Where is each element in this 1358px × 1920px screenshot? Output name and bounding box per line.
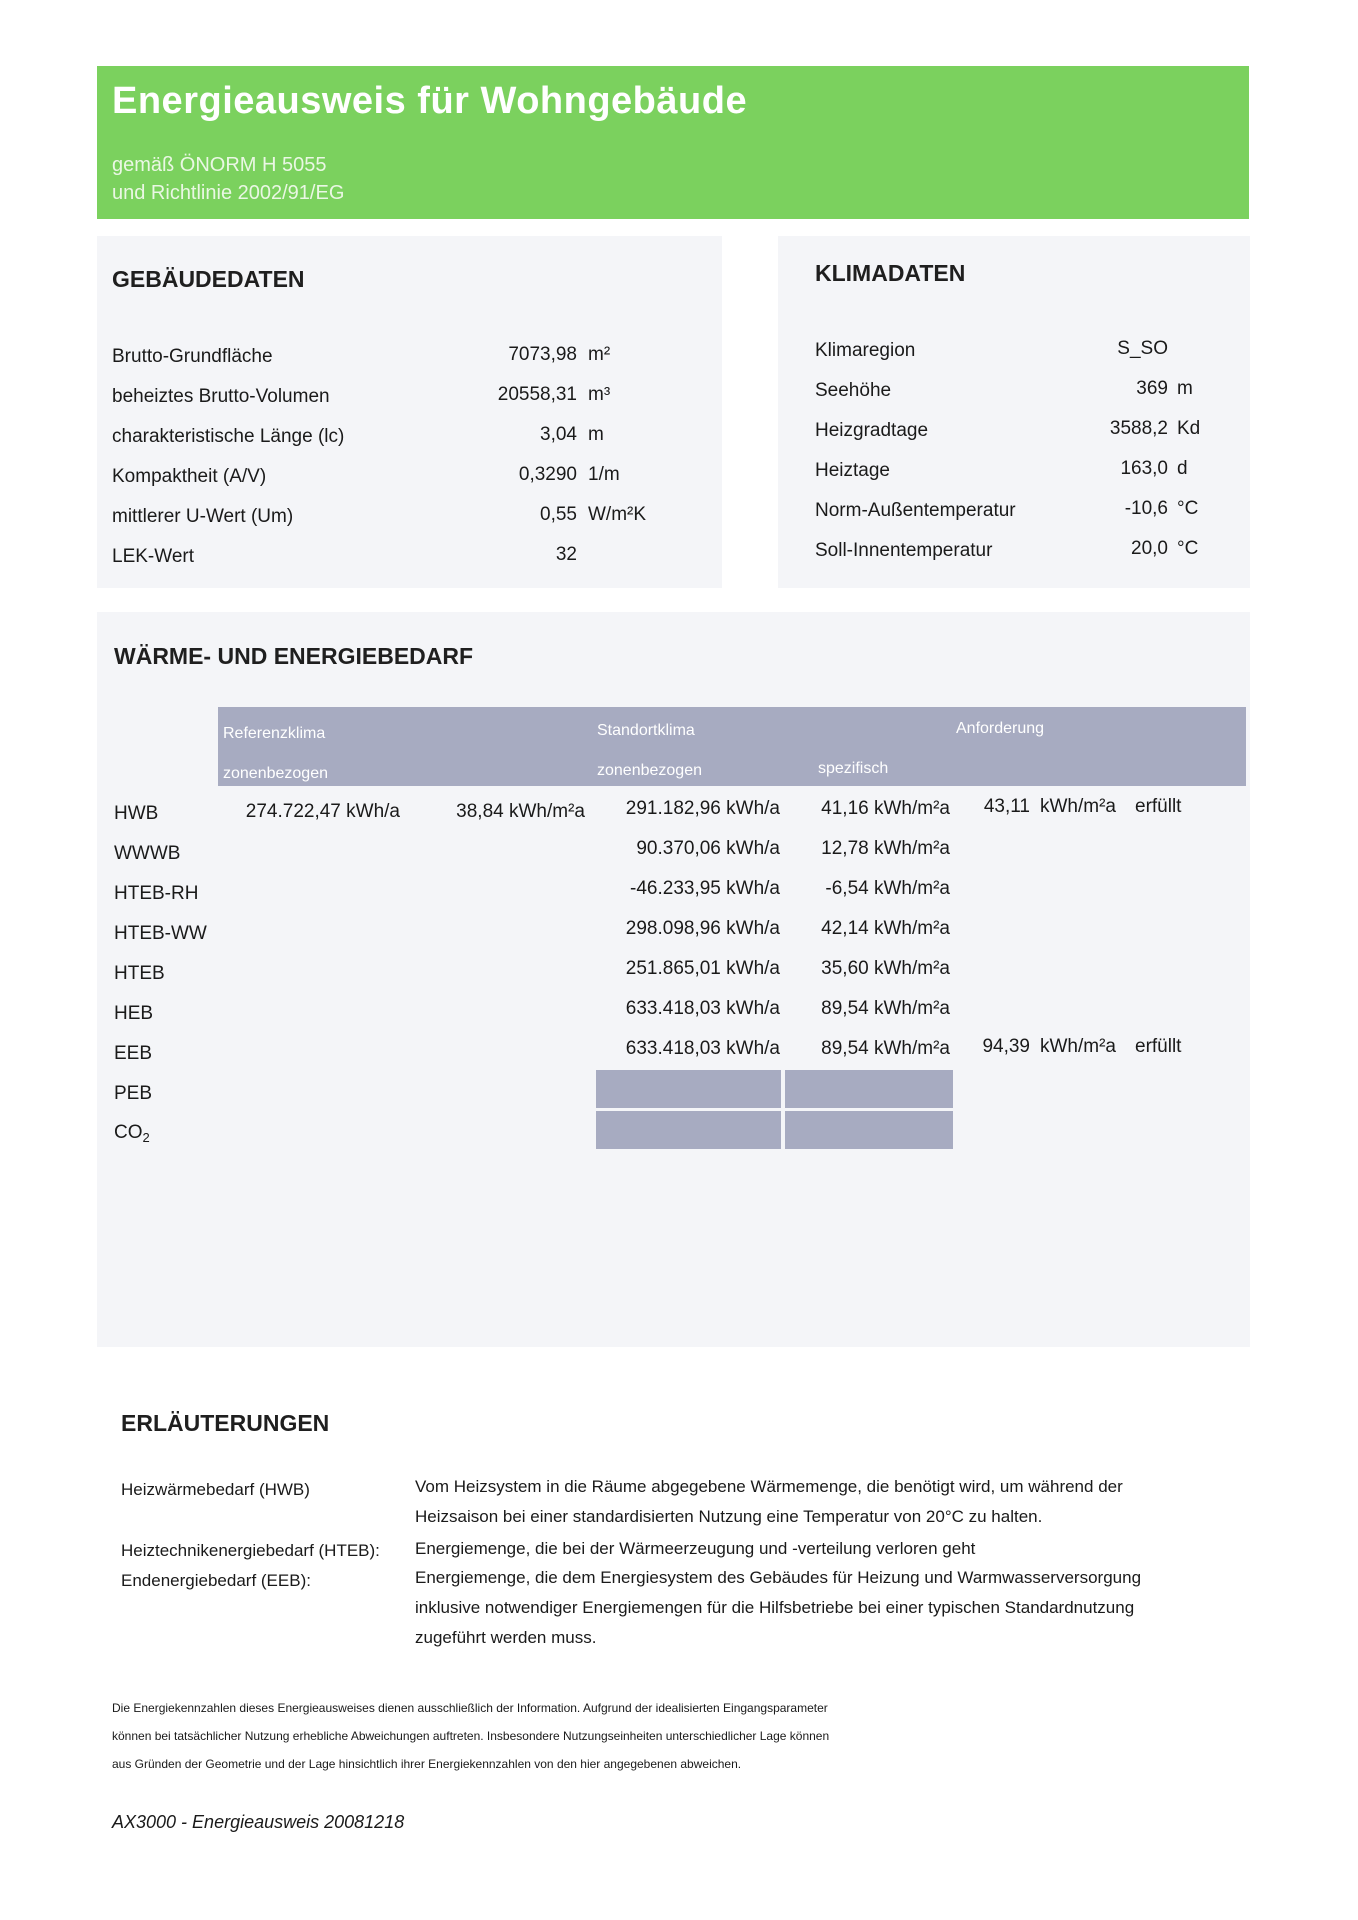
- row-unit: °C: [1177, 538, 1199, 559]
- row-value: 0,3290: [518, 464, 577, 485]
- row-label: Norm-Außentemperatur: [815, 500, 1016, 521]
- row-label: PEB: [114, 1083, 153, 1104]
- row-label: Kompaktheit (A/V): [112, 466, 267, 487]
- row-label: Soll-Innentemperatur: [815, 540, 993, 561]
- row-label: HWB: [114, 803, 159, 824]
- explanations-title: ERLÄUTERUNGEN: [121, 1410, 330, 1436]
- site-spec-value: 41,16 kWh/m²a: [821, 798, 950, 819]
- req-value: 43,11: [983, 796, 1030, 817]
- header-banner: [97, 66, 1249, 219]
- row-value: 20558,31: [497, 384, 577, 405]
- row-label: HTEB: [114, 963, 165, 984]
- ref-spec-value: 38,84 kWh/m²a: [456, 801, 585, 822]
- header-requirement: Anforderung: [956, 720, 1045, 737]
- co2-site-spec-placeholder: [785, 1111, 953, 1149]
- req-status: erfüllt: [1135, 796, 1182, 817]
- energy-table-header: [218, 707, 1246, 786]
- explanation-text-hteb: Energiemenge, die bei der Wärmeerzeugung und -verteilung verloren geht: [415, 1539, 976, 1558]
- row-value: 0,55: [540, 504, 577, 525]
- site-spec-value: 42,14 kWh/m²a: [821, 918, 950, 939]
- row-unit: 1/m: [588, 464, 620, 485]
- row-unit: W/m²K: [588, 504, 647, 525]
- row-value: 20,0: [1131, 538, 1168, 559]
- climate-data-title: KLIMADATEN: [815, 260, 966, 286]
- row-value: 3,04: [540, 424, 577, 445]
- row-value: 3588,2: [1109, 418, 1168, 439]
- site-zone-value: 251.865,01 kWh/a: [625, 958, 780, 979]
- site-spec-value: 89,54 kWh/m²a: [821, 1038, 950, 1059]
- row-unit: °C: [1177, 498, 1199, 519]
- header-site-climate: Standortklima: [597, 722, 695, 739]
- row-label: Brutto-Grundfläche: [112, 346, 273, 367]
- document-title: Energieausweis für Wohngebäude: [112, 80, 748, 122]
- row-value: -10,6: [1124, 498, 1168, 519]
- row-label: Heiztage: [815, 460, 890, 481]
- header-ref-zone-based: zonenbezogen: [223, 765, 328, 782]
- disclaimer-line-2: können bei tatsächlicher Nutzung erhebliche Abweichungen auftreten. Insbesondere Nutzungseinheiten unterschiedlicher Lage können: [112, 1729, 830, 1743]
- co2-label-main: CO: [114, 1122, 143, 1143]
- site-spec-value: 89,54 kWh/m²a: [821, 998, 950, 1019]
- row-value: 163,0: [1120, 458, 1168, 479]
- site-spec-value: 12,78 kWh/m²a: [821, 838, 950, 859]
- row-label: Seehöhe: [815, 380, 892, 401]
- req-status: erfüllt: [1135, 1036, 1182, 1057]
- row-label: [114, 1122, 150, 1145]
- disclaimer-line-1: Die Energiekennzahlen dieses Energieausweises dienen ausschließlich der Information. Aufgrund der idealisierten Eingangsparameter: [112, 1701, 828, 1715]
- site-spec-value: 35,60 kWh/m²a: [821, 958, 950, 979]
- co2-label-sub: 2: [142, 1130, 150, 1145]
- row-unit: m³: [588, 384, 611, 405]
- row-unit: Kd: [1177, 418, 1201, 439]
- site-zone-value: 90.370,06 kWh/a: [636, 838, 780, 859]
- peb-site-zone-placeholder: [596, 1070, 781, 1108]
- energy-demand-title: WÄRME- UND ENERGIEBEDARF: [114, 643, 474, 669]
- row-label: charakteristische Länge (lc): [112, 426, 345, 447]
- peb-site-spec-placeholder: [785, 1070, 953, 1108]
- row-label: HTEB-RH: [114, 883, 199, 904]
- row-label: HEB: [114, 1003, 154, 1024]
- site-zone-value: 633.418,03 kWh/a: [625, 1038, 780, 1059]
- row-unit: m: [588, 424, 604, 445]
- explanation-label-eeb: Endenergiebedarf (EEB):: [121, 1571, 311, 1590]
- req-value: 94,39: [982, 1036, 1030, 1057]
- disclaimer-line-3: aus Gründen der Geometrie und der Lage hinsichtlich ihrer Energiekennzahlen von den hier angegebenen abweichen.: [112, 1757, 742, 1771]
- row-value: 7073,98: [508, 344, 577, 365]
- subtitle-norm: gemäß ÖNORM H 5055: [112, 154, 327, 176]
- site-zone-value: 298.098,96 kWh/a: [625, 918, 780, 939]
- row-label: HTEB-WW: [114, 923, 207, 944]
- row-label: EEB: [114, 1043, 153, 1064]
- explanation-label-hteb: Heiztechnikenergiebedarf (HTEB):: [121, 1541, 380, 1560]
- ref-zone-value: 274.722,47 kWh/a: [245, 801, 400, 822]
- header-specific: spezifisch: [818, 760, 889, 777]
- row-value: 32: [555, 544, 577, 565]
- site-spec-value: -6,54 kWh/m²a: [825, 878, 950, 899]
- explanation-text-hwb: Vom Heizsystem in die Räume abgegebene Wärmemenge, die benötigt wird, um während der Heizsaison bei einer standardisierten Nutzung eine Temperatur von 20°C zu halten.: [415, 1477, 1123, 1526]
- site-zone-value: 633.418,03 kWh/a: [625, 998, 780, 1019]
- req-unit: kWh/m²a: [1040, 1036, 1116, 1057]
- row-label: Heizgradtage: [815, 420, 929, 441]
- row-unit: m: [1177, 378, 1193, 399]
- header-site-zone-based: zonenbezogen: [597, 762, 702, 779]
- document-id: AX3000 - Energieausweis 20081218: [112, 1812, 405, 1832]
- explanation-text-eeb: Energiemenge, die dem Energiesystem des Gebäudes für Heizung und Warmwasserversorgung inklusive notwendiger Energiemengen für die Hilfsbetriebe bei einer typischen Standardnutzung zugeführt werden muss.: [415, 1568, 1142, 1647]
- building-data-title: GEBÄUDEDATEN: [112, 266, 305, 292]
- co2-site-zone-placeholder: [596, 1111, 781, 1149]
- row-label: WWWB: [114, 843, 181, 864]
- row-value: S_SO: [1117, 338, 1168, 359]
- row-unit: m²: [588, 344, 611, 365]
- explanation-label-hwb: Heizwärmebedarf (HWB): [121, 1480, 310, 1499]
- row-label: LEK-Wert: [112, 546, 195, 567]
- site-zone-value: -46.233,95 kWh/a: [630, 878, 780, 899]
- climate-data-panel: [778, 236, 1250, 588]
- header-reference-climate: Referenzklima: [223, 725, 326, 742]
- row-unit: d: [1177, 458, 1188, 479]
- req-unit: kWh/m²a: [1040, 796, 1116, 817]
- row-label: Klimaregion: [815, 340, 916, 361]
- row-label: mittlerer U-Wert (Um): [112, 506, 294, 527]
- site-zone-value: 291.182,96 kWh/a: [625, 798, 780, 819]
- row-value: 369: [1136, 378, 1168, 399]
- subtitle-directive: und Richtlinie 2002/91/EG: [112, 182, 345, 204]
- building-data-panel: [97, 236, 722, 588]
- row-label: beheiztes Brutto-Volumen: [112, 386, 330, 407]
